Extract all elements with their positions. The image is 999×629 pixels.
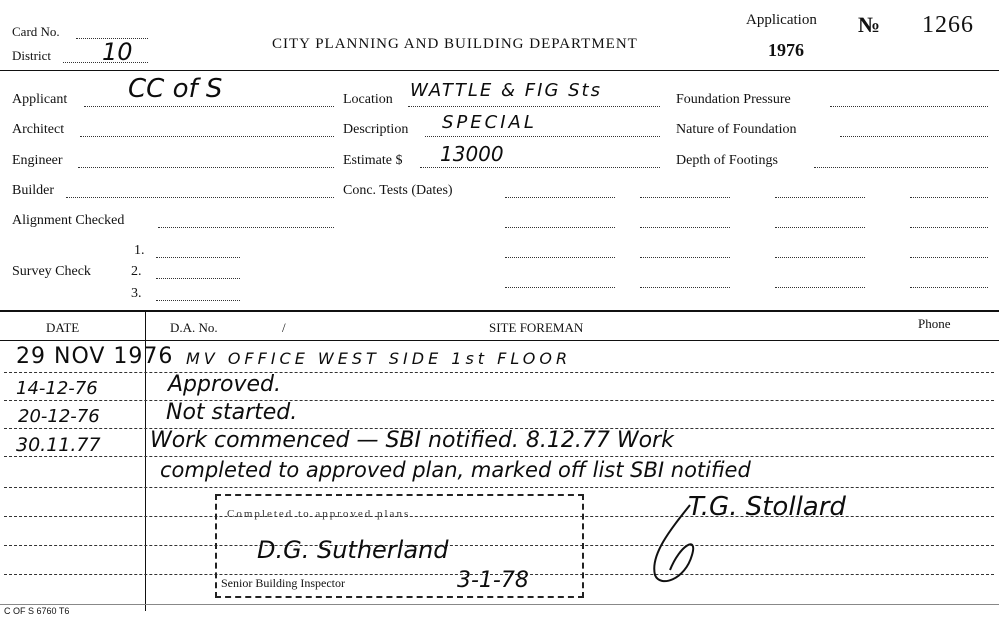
applicant-line [84,106,334,107]
application-number: 1266 [922,12,974,38]
approval-stamp [215,494,584,598]
right-line-4a [640,287,730,288]
alignment-line [158,227,334,228]
footer-code: C OF S 6760 T6 [4,606,70,616]
col-date: DATE [46,320,80,335]
right-line-1a [640,197,730,198]
foreman-signature: T.G. Stollard [688,492,846,522]
conc-line-3 [505,257,615,258]
location-value: WATTLE & FIG Sts [410,80,602,101]
conc-line-4 [505,287,615,288]
stamp-line3: Senior Building Inspector [221,576,345,590]
foundation-pressure-line [830,106,988,107]
stamp-date: 3-1-78 [457,568,529,593]
entry-2-text: Approved. [168,372,281,397]
row-line-5 [4,487,994,488]
location-line [408,106,660,107]
entry-4-date: 30.11.77 [16,434,101,456]
right-line-1b [775,197,865,198]
col-phone: Phone [918,316,951,331]
conc-tests-label: Conc. Tests (Dates) [343,183,453,198]
entry-4-text: Work commenced — SBI notified. 8.12.77 Work [150,428,674,453]
architect-label: Architect [12,122,65,137]
header-divider [0,70,999,71]
entry-1-date: 29 NOV 1976 [16,344,174,369]
entry-3-text: Not started. [166,400,298,425]
survey-2-line [156,278,240,279]
survey-2: 2. [131,264,142,279]
location-label: Location [343,92,393,107]
card-no-label: Card No. [12,24,60,39]
survey-1: 1. [134,243,145,258]
table-header-rule [0,340,999,341]
applicant-label: Applicant [12,92,68,107]
entry-3-date: 20-12-76 [18,406,100,427]
application-label: Application [746,12,817,28]
right-line-4b [775,287,865,288]
survey-3-line [156,300,240,301]
right-line-2a [640,227,730,228]
nature-line [840,136,988,137]
right-line-2b [775,227,865,228]
signature-flourish [630,500,720,590]
nature-label: Nature of Foundation [676,122,797,137]
builder-line [66,197,334,198]
entry-2-date: 14-12-76 [16,378,98,399]
number-symbol: № [858,12,881,37]
conc-line-2 [505,227,615,228]
col-da-no: D.A. No. [170,320,218,335]
application-year: 1976 [768,40,804,60]
entry-5-text: completed to approved plan, marked off list SBI notified [160,458,751,482]
engineer-label: Engineer [12,153,63,168]
survey-label: Survey Check [12,264,91,279]
table-top-rule [0,310,999,312]
col-site-foreman: SITE FOREMAN [489,320,584,335]
estimate-label: Estimate $ [343,153,403,168]
engineer-line [78,167,334,168]
description-value: SPECIAL [442,112,537,133]
depth-label: Depth of Footings [676,153,778,168]
row-line-2 [4,400,994,401]
architect-line [80,136,334,137]
right-line-4c [910,287,988,288]
district-label: District [12,48,51,63]
right-line-3b [775,257,865,258]
foundation-pressure-label: Foundation Pressure [676,92,791,107]
description-line [425,136,660,137]
stamp-signature: D.G. Sutherland [257,536,449,564]
right-line-3a [640,257,730,258]
estimate-line [420,167,660,168]
builder-label: Builder [12,183,54,198]
survey-3: 3. [131,286,142,301]
depth-line [814,167,988,168]
survey-1-line [156,257,240,258]
right-line-2c [910,227,988,228]
entry-1-text: MV OFFICE WEST SIDE 1st FLOOR [186,349,572,368]
row-line-4 [4,456,994,457]
estimate-value: 13000 [440,142,504,166]
row-line-1 [4,372,994,373]
district-value: 10 [102,38,133,66]
right-line-1c [910,197,988,198]
department-title: CITY PLANNING AND BUILDING DEPARTMENT [272,36,638,52]
applicant-value: CC of S [128,74,223,104]
description-label: Description [343,122,409,137]
right-line-3c [910,257,988,258]
alignment-label: Alignment Checked [12,213,125,228]
footer-rule [0,604,999,605]
stamp-line1: Completed to approved plans [227,508,411,520]
col-slash: / [282,320,286,335]
conc-line-1 [505,197,615,198]
